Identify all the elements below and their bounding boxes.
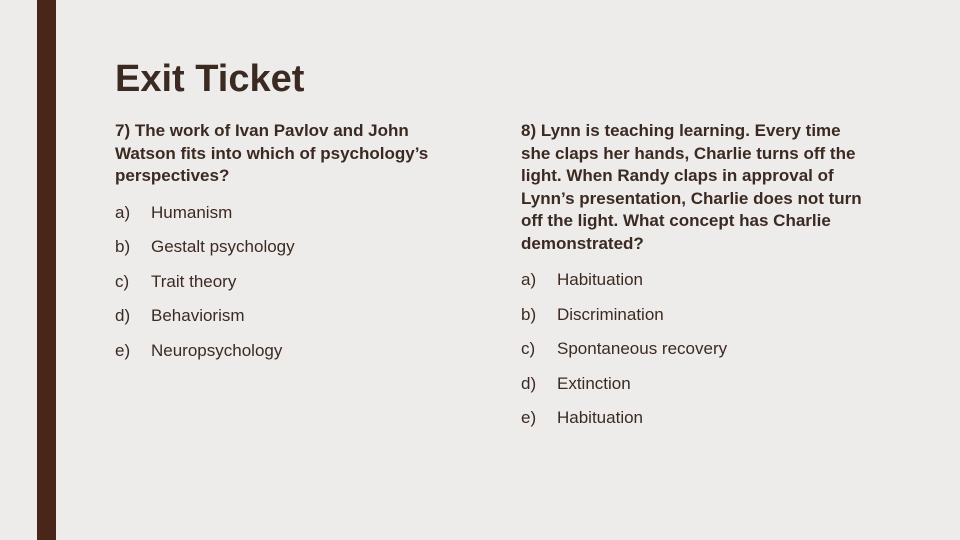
option-label: Neuropsychology bbox=[151, 340, 283, 360]
option-label: Humanism bbox=[151, 202, 233, 222]
option-label: Spontaneous recovery bbox=[557, 339, 728, 359]
answer-option bbox=[521, 407, 866, 429]
option-label: Behaviorism bbox=[151, 306, 245, 326]
option-label: Extinction bbox=[557, 373, 631, 393]
answer-option bbox=[521, 373, 866, 395]
question-8 bbox=[521, 120, 866, 442]
option-label: Gestalt psychology bbox=[151, 237, 295, 257]
answer-options-list bbox=[521, 269, 866, 429]
answer-option bbox=[115, 271, 460, 293]
option-label: Trait theory bbox=[151, 271, 237, 291]
option-letter: e) bbox=[115, 340, 131, 360]
question-7 bbox=[115, 120, 460, 374]
answer-option bbox=[115, 236, 460, 258]
option-letter: c) bbox=[115, 271, 130, 291]
option-letter: d) bbox=[521, 373, 537, 393]
answer-options-list bbox=[115, 202, 460, 362]
option-label: Habituation bbox=[557, 408, 644, 428]
answer-option bbox=[115, 202, 460, 224]
answer-option bbox=[521, 338, 866, 360]
option-letter: c) bbox=[521, 339, 536, 359]
answer-option bbox=[115, 340, 460, 362]
question-text: 8) Lynn is teaching learning. Every time she claps her hands, Charlie turns off the light. When Randy claps in approval of Lynn’s presentation, Charlie does not turn off the light. What concept has Charlie demonstrated? bbox=[521, 121, 862, 253]
answer-option bbox=[521, 304, 866, 326]
option-letter: a) bbox=[521, 270, 537, 289]
slide-title: Exit Ticket bbox=[115, 58, 305, 100]
option-letter: b) bbox=[115, 237, 131, 257]
question-text: 7) The work of Ivan Pavlov and John Watson fits into which of psychology’s perspectives? bbox=[115, 121, 429, 185]
option-label: Discrimination bbox=[557, 304, 664, 324]
option-letter: b) bbox=[521, 304, 537, 324]
accent-side-bar bbox=[37, 0, 56, 540]
answer-option bbox=[521, 269, 866, 291]
option-label: Habituation bbox=[557, 270, 644, 289]
answer-option bbox=[115, 305, 460, 327]
option-letter: a) bbox=[115, 202, 131, 222]
option-letter: e) bbox=[521, 408, 537, 428]
option-letter: d) bbox=[115, 306, 131, 326]
